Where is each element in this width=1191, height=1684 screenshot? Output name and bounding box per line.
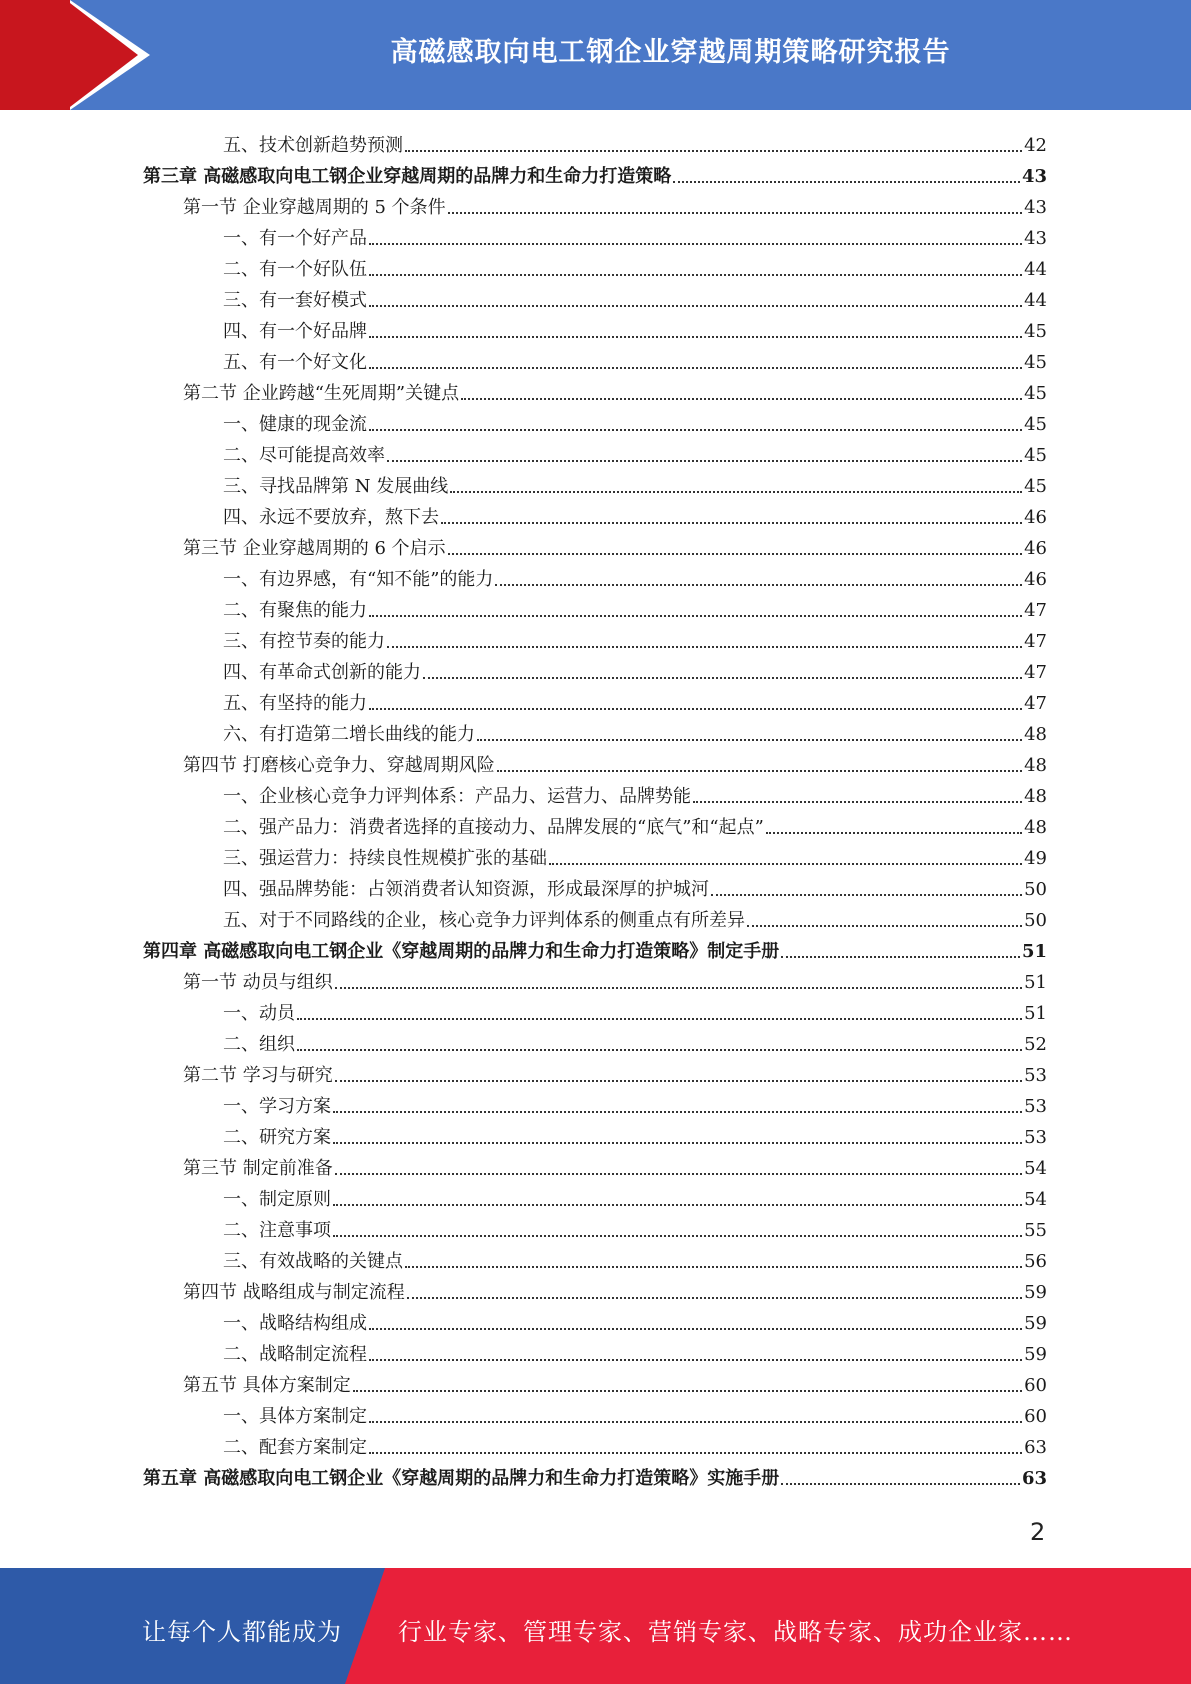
toc-entry-title: 四、强品牌势能：占领消费者认知资源，形成最深厚的护城河 bbox=[223, 879, 709, 900]
toc-entry-title: 二、配套方案制定 bbox=[223, 1437, 367, 1458]
toc-entry-title: 一、具体方案制定 bbox=[223, 1406, 367, 1427]
toc-entry-title: 一、健康的现金流 bbox=[223, 414, 367, 435]
toc-page-number: 59 bbox=[1024, 1313, 1047, 1334]
toc-entry-title: 二、战略制定流程 bbox=[223, 1344, 367, 1365]
toc-page-number: 49 bbox=[1024, 848, 1047, 869]
toc-entry-title: 二、研究方案 bbox=[223, 1127, 331, 1148]
toc-page-number: 63 bbox=[1021, 1468, 1047, 1489]
toc-page-number: 43 bbox=[1024, 197, 1047, 218]
toc-subsection-entry[interactable] bbox=[223, 870, 1047, 901]
toc-entry-title: 六、有打造第二增长曲线的能力 bbox=[223, 724, 475, 745]
toc-subsection-entry[interactable] bbox=[223, 281, 1047, 312]
toc-entry-title: 第二节 企业跨越“生死周期”关键点 bbox=[183, 383, 460, 404]
toc-dot-leader bbox=[495, 584, 1022, 586]
toc-page-number: 50 bbox=[1024, 879, 1047, 900]
toc-subsection-entry[interactable] bbox=[223, 1397, 1047, 1428]
toc-entry-title: 一、战略结构组成 bbox=[223, 1313, 367, 1334]
toc-entry-title: 二、组织 bbox=[223, 1034, 295, 1055]
toc-dot-leader bbox=[450, 491, 1022, 493]
toc-dot-leader bbox=[407, 1297, 1022, 1299]
toc-entry-title: 二、尽可能提高效率 bbox=[223, 445, 385, 466]
toc-entry-title: 二、注意事项 bbox=[223, 1220, 331, 1241]
toc-dot-leader bbox=[369, 336, 1022, 338]
toc-dot-leader bbox=[369, 243, 1022, 245]
header-red-block bbox=[0, 0, 70, 110]
toc-dot-leader bbox=[369, 429, 1022, 431]
report-title: 高磁感取向电工钢企业穿越周期策略研究报告 bbox=[390, 37, 951, 68]
toc-entry-title: 三、寻找品牌第 N 发展曲线 bbox=[223, 476, 449, 497]
toc-page-number: 45 bbox=[1024, 321, 1047, 342]
footer-slogan-left: 让每个人都能成为 bbox=[142, 1618, 342, 1646]
toc-dot-leader bbox=[387, 460, 1022, 462]
toc-entry-title: 五、有一个好文化 bbox=[223, 352, 367, 373]
toc-dot-leader bbox=[405, 150, 1022, 152]
toc-page-number: 48 bbox=[1024, 817, 1047, 838]
toc-page-number: 51 bbox=[1024, 1003, 1047, 1024]
toc-subsection-entry[interactable] bbox=[223, 343, 1047, 374]
toc-dot-leader bbox=[369, 367, 1022, 369]
toc-section-entry[interactable] bbox=[183, 1149, 1047, 1180]
toc-dot-leader bbox=[747, 925, 1022, 927]
toc-subsection-entry[interactable] bbox=[223, 467, 1047, 498]
toc-subsection-entry[interactable] bbox=[223, 498, 1047, 529]
toc-chapter-entry[interactable] bbox=[143, 932, 1047, 963]
toc-entry-title: 四、永远不要放弃，熬下去 bbox=[223, 507, 439, 528]
toc-entry-title: 第五章 高磁感取向电工钢企业《穿越周期的品牌力和生命力打造策略》实施手册 bbox=[143, 1468, 780, 1489]
toc-page-number: 47 bbox=[1024, 600, 1047, 621]
toc-dot-leader bbox=[369, 1359, 1022, 1361]
toc-page-number: 54 bbox=[1024, 1189, 1047, 1210]
toc-entry-title: 第四章 高磁感取向电工钢企业《穿越周期的品牌力和生命力打造策略》制定手册 bbox=[143, 941, 780, 962]
toc-entry-title: 第一节 动员与组织 bbox=[183, 972, 333, 993]
toc-section-entry[interactable] bbox=[183, 1056, 1047, 1087]
toc-dot-leader bbox=[461, 398, 1022, 400]
toc-subsection-entry[interactable] bbox=[223, 1335, 1047, 1366]
toc-page-number: 50 bbox=[1024, 910, 1047, 931]
toc-page-number: 44 bbox=[1024, 290, 1047, 311]
toc-dot-leader bbox=[333, 1235, 1022, 1237]
toc-page-number: 46 bbox=[1024, 569, 1047, 590]
toc-page-number: 55 bbox=[1024, 1220, 1047, 1241]
toc-dot-leader bbox=[369, 1421, 1022, 1423]
toc-dot-leader bbox=[549, 863, 1022, 865]
toc-entry-title: 二、有一个好队伍 bbox=[223, 259, 367, 280]
toc-entry-title: 三、有效战略的关键点 bbox=[223, 1251, 403, 1272]
toc-page-number: 45 bbox=[1024, 352, 1047, 373]
toc-subsection-entry[interactable] bbox=[223, 1242, 1047, 1273]
toc-entry-title: 第四节 打磨核心竞争力、穿越周期风险 bbox=[183, 755, 495, 776]
toc-dot-leader bbox=[369, 305, 1022, 307]
toc-entry-title: 第一节 企业穿越周期的 5 个条件 bbox=[183, 197, 446, 218]
toc-page-number: 42 bbox=[1024, 135, 1047, 156]
toc-page-number: 45 bbox=[1024, 414, 1047, 435]
toc-entry-title: 一、制定原则 bbox=[223, 1189, 331, 1210]
toc-page-number: 53 bbox=[1024, 1096, 1047, 1117]
toc-page-number: 51 bbox=[1024, 972, 1047, 993]
toc-subsection-entry[interactable] bbox=[223, 839, 1047, 870]
toc-dot-leader bbox=[448, 212, 1022, 214]
toc-section-entry[interactable] bbox=[183, 374, 1047, 405]
toc-dot-leader bbox=[369, 1328, 1022, 1330]
toc-dot-leader bbox=[333, 1142, 1022, 1144]
toc-page-number: 60 bbox=[1024, 1406, 1047, 1427]
toc-dot-leader bbox=[405, 1266, 1022, 1268]
toc-dot-leader bbox=[497, 770, 1022, 772]
toc-entry-title: 一、有一个好产品 bbox=[223, 228, 367, 249]
toc-section-entry[interactable] bbox=[183, 1273, 1047, 1304]
toc-entry-title: 第四节 战略组成与制定流程 bbox=[183, 1282, 405, 1303]
toc-entry-title: 四、有一个好品牌 bbox=[223, 321, 367, 342]
toc-entry-title: 三、有控节奏的能力 bbox=[223, 631, 385, 652]
toc-dot-leader bbox=[333, 1111, 1022, 1113]
toc-subsection-entry[interactable] bbox=[223, 994, 1047, 1025]
toc-page-number: 45 bbox=[1024, 476, 1047, 497]
toc-subsection-entry[interactable] bbox=[223, 622, 1047, 653]
footer-slogan-right: 行业专家、管理专家、营销专家、战略专家、成功企业家…… bbox=[398, 1618, 1073, 1646]
toc-subsection-entry[interactable] bbox=[223, 1428, 1047, 1459]
toc-page-number: 52 bbox=[1024, 1034, 1047, 1055]
toc-dot-leader bbox=[297, 1018, 1022, 1020]
page-number: 2 bbox=[1030, 1518, 1046, 1546]
toc-entry-title: 一、动员 bbox=[223, 1003, 295, 1024]
toc-page-number: 47 bbox=[1024, 631, 1047, 652]
toc-subsection-entry[interactable] bbox=[223, 777, 1047, 808]
toc-entry-title: 一、有边界感，有“知不能”的能力 bbox=[223, 569, 494, 590]
toc-page-number: 43 bbox=[1024, 228, 1047, 249]
toc-page-number: 46 bbox=[1024, 507, 1047, 528]
toc-dot-leader bbox=[333, 1204, 1022, 1206]
toc-page-number: 47 bbox=[1024, 662, 1047, 683]
toc-page-number: 54 bbox=[1024, 1158, 1047, 1179]
toc-subsection-entry[interactable] bbox=[223, 1118, 1047, 1149]
toc-page-number: 46 bbox=[1024, 538, 1047, 559]
toc-dot-leader bbox=[353, 1390, 1022, 1392]
toc-chapter-entry[interactable] bbox=[143, 1459, 1047, 1490]
toc-chapter-entry[interactable] bbox=[143, 157, 1047, 188]
toc-dot-leader bbox=[781, 1483, 1020, 1485]
toc-section-entry[interactable] bbox=[183, 963, 1047, 994]
toc-entry-title: 二、强产品力：消费者选择的直接动力、品牌发展的“底气”和“起点” bbox=[223, 817, 764, 838]
toc-subsection-entry[interactable] bbox=[223, 901, 1047, 932]
toc-page-number: 48 bbox=[1024, 724, 1047, 745]
toc-page-number: 48 bbox=[1024, 755, 1047, 776]
toc-dot-leader bbox=[335, 1173, 1022, 1175]
toc-subsection-entry[interactable] bbox=[223, 1211, 1047, 1242]
toc-entry-title: 四、有革命式创新的能力 bbox=[223, 662, 421, 683]
toc-page-number: 59 bbox=[1024, 1344, 1047, 1365]
toc-section-entry[interactable] bbox=[183, 1366, 1047, 1397]
toc-entry-title: 三、有一套好模式 bbox=[223, 290, 367, 311]
toc-subsection-entry[interactable] bbox=[223, 1304, 1047, 1335]
toc-entry-title: 第三节 制定前准备 bbox=[183, 1158, 333, 1179]
toc-dot-leader bbox=[335, 987, 1022, 989]
toc-page-number: 56 bbox=[1024, 1251, 1047, 1272]
toc-entry-title: 五、技术创新趋势预测 bbox=[223, 135, 403, 156]
toc-dot-leader bbox=[369, 615, 1022, 617]
toc-dot-leader bbox=[369, 274, 1022, 276]
toc-dot-leader bbox=[448, 553, 1022, 555]
toc-dot-leader bbox=[693, 801, 1022, 803]
toc-dot-leader bbox=[477, 739, 1022, 741]
toc-subsection-entry[interactable] bbox=[223, 715, 1047, 746]
toc-entry-title: 五、有坚持的能力 bbox=[223, 693, 367, 714]
toc-entry-title: 三、强运营力：持续良性规模扩张的基础 bbox=[223, 848, 547, 869]
toc-dot-leader bbox=[335, 1080, 1022, 1082]
toc-entry-title: 一、学习方案 bbox=[223, 1096, 331, 1117]
toc-subsection-entry[interactable] bbox=[223, 1025, 1047, 1056]
toc-dot-leader bbox=[369, 1452, 1022, 1454]
toc-dot-leader bbox=[766, 832, 1022, 834]
toc-dot-leader bbox=[781, 956, 1020, 958]
toc-page-number: 45 bbox=[1024, 445, 1047, 466]
toc-subsection-entry[interactable] bbox=[223, 436, 1047, 467]
toc-dot-leader bbox=[711, 894, 1022, 896]
toc-entry-title: 第三章 高磁感取向电工钢企业穿越周期的品牌力和生命力打造策略 bbox=[143, 166, 672, 187]
toc-dot-leader bbox=[673, 181, 1020, 183]
toc-subsection-entry[interactable] bbox=[223, 808, 1047, 839]
toc-page-number: 53 bbox=[1024, 1065, 1047, 1086]
toc-entry-title: 第五节 具体方案制定 bbox=[183, 1375, 351, 1396]
toc-subsection-entry[interactable] bbox=[223, 653, 1047, 684]
toc-page-number: 44 bbox=[1024, 259, 1047, 280]
toc-page-number: 51 bbox=[1021, 941, 1047, 962]
toc-page-number: 48 bbox=[1024, 786, 1047, 807]
toc-subsection-entry[interactable] bbox=[223, 591, 1047, 622]
toc-dot-leader bbox=[423, 677, 1022, 679]
toc-page-number: 60 bbox=[1024, 1375, 1047, 1396]
toc-entry-title: 第二节 学习与研究 bbox=[183, 1065, 333, 1086]
toc-section-entry[interactable] bbox=[183, 188, 1047, 219]
toc-subsection-entry[interactable] bbox=[223, 560, 1047, 591]
toc-subsection-entry[interactable] bbox=[223, 684, 1047, 715]
toc-section-entry[interactable] bbox=[183, 529, 1047, 560]
toc-section-entry[interactable] bbox=[183, 746, 1047, 777]
toc-subsection-entry[interactable] bbox=[223, 1180, 1047, 1211]
toc-subsection-entry[interactable] bbox=[223, 1087, 1047, 1118]
toc-subsection-entry[interactable] bbox=[223, 405, 1047, 436]
toc-subsection-entry[interactable] bbox=[223, 250, 1047, 281]
toc-dot-leader bbox=[387, 646, 1022, 648]
toc-page-number: 47 bbox=[1024, 693, 1047, 714]
toc-page-number: 43 bbox=[1021, 166, 1047, 187]
toc-page-number: 63 bbox=[1024, 1437, 1047, 1458]
toc-subsection-entry[interactable] bbox=[223, 126, 1047, 157]
toc-dot-leader bbox=[297, 1049, 1022, 1051]
toc-dot-leader bbox=[441, 522, 1022, 524]
toc-page-number: 53 bbox=[1024, 1127, 1047, 1148]
header-arrow-inner bbox=[66, 0, 138, 110]
toc-entry-title: 第三节 企业穿越周期的 6 个启示 bbox=[183, 538, 446, 559]
toc-page-number: 45 bbox=[1024, 383, 1047, 404]
toc-subsection-entry[interactable] bbox=[223, 219, 1047, 250]
toc-dot-leader bbox=[369, 708, 1022, 710]
toc-subsection-entry[interactable] bbox=[223, 312, 1047, 343]
toc-entry-title: 一、企业核心竞争力评判体系：产品力、运营力、品牌势能 bbox=[223, 786, 691, 807]
toc-page-number: 59 bbox=[1024, 1282, 1047, 1303]
toc-entry-title: 二、有聚焦的能力 bbox=[223, 600, 367, 621]
toc-entry-title: 五、对于不同路线的企业，核心竞争力评判体系的侧重点有所差异 bbox=[223, 910, 745, 931]
